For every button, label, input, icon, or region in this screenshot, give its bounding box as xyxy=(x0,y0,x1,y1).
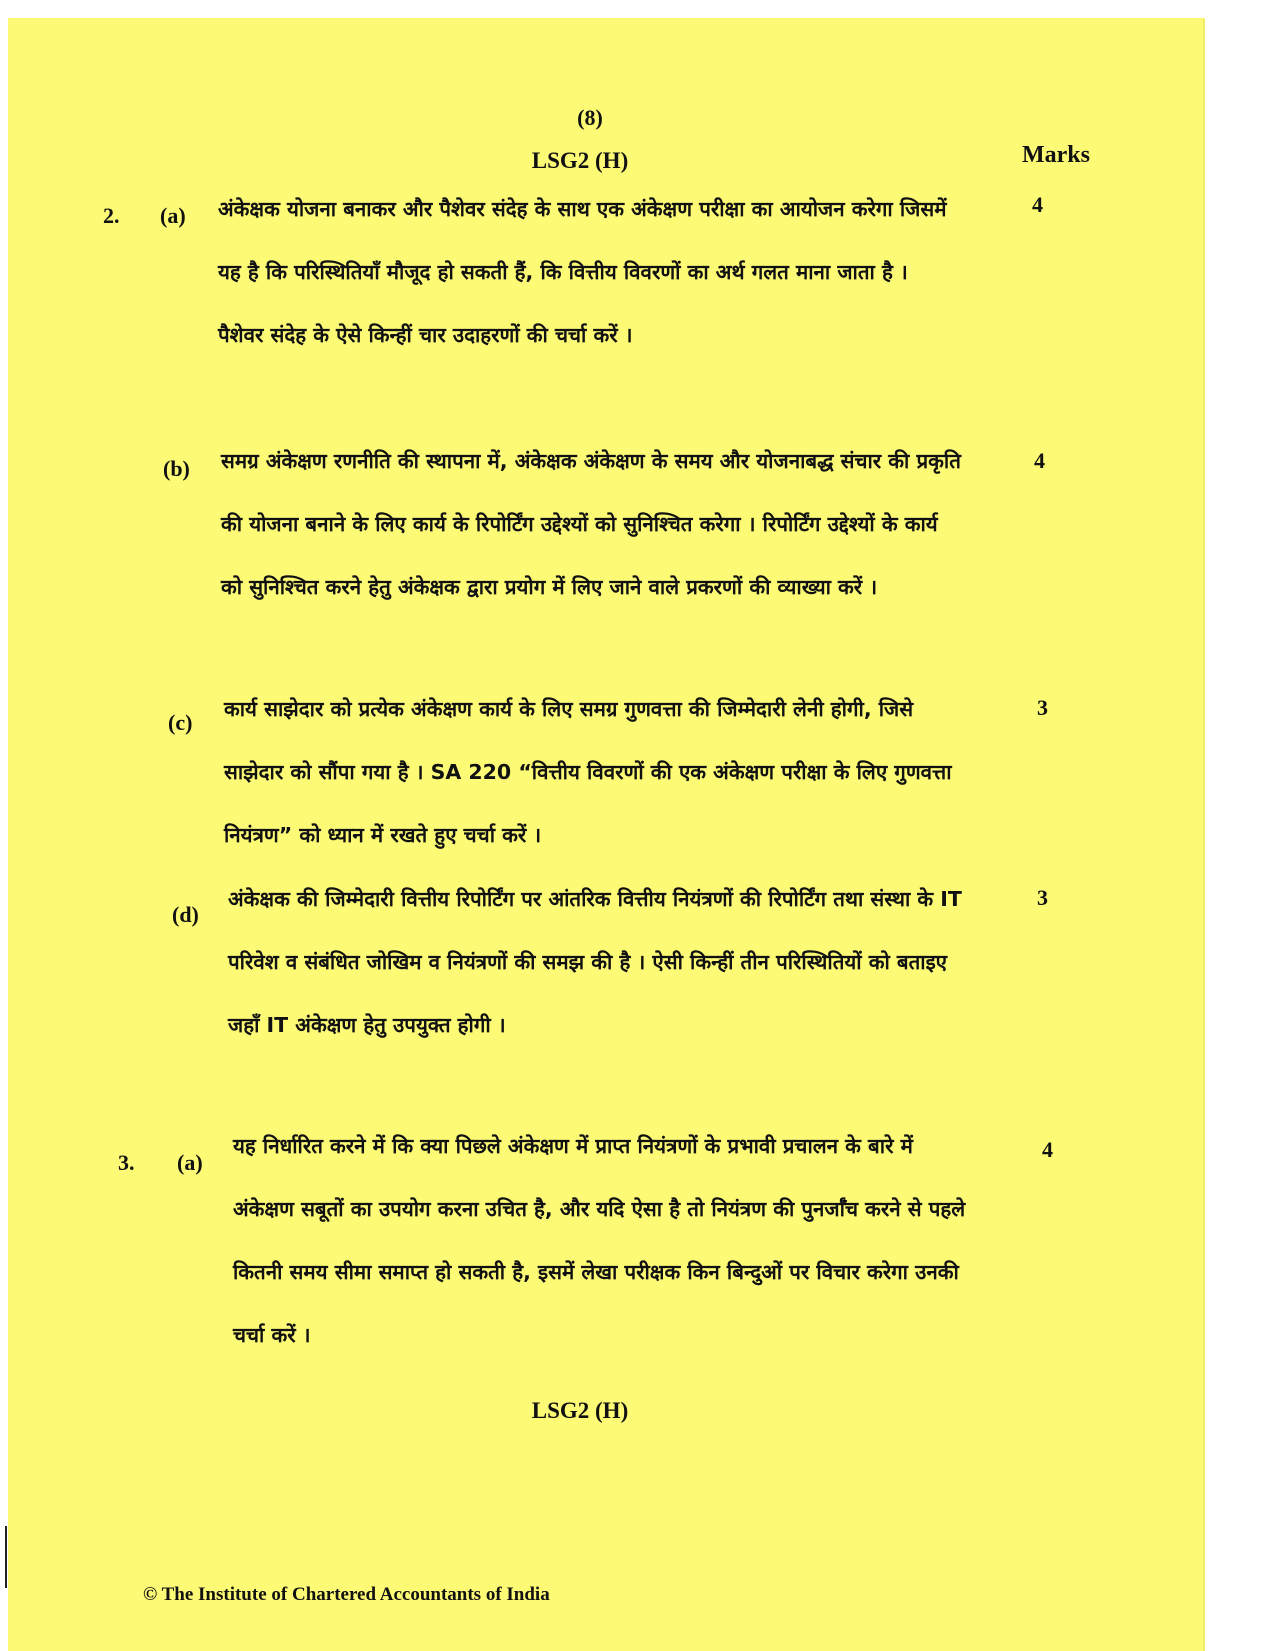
page-number: (8) xyxy=(577,105,603,130)
marks-column-heading: Marks xyxy=(1022,142,1090,168)
question-number: 3. xyxy=(118,1150,135,1175)
marks-value: 3 xyxy=(1037,885,1048,910)
part-label: (d) xyxy=(172,902,199,927)
part-label: (a) xyxy=(160,203,186,228)
question-number: 2. xyxy=(103,203,120,228)
paper-code-footer: LSG2 (H) xyxy=(531,1398,629,1423)
question-text: अंकेक्षक योजना बनाकर और पैशेवर संदेह के साथ एक अंकेक्षण परीक्षा का आयोजन करेगा जिसमें यह है कि परिस्थितियाँ मौजूद हो सकती हैं, कि वित्तीय विवरणों का अर्थ गलत माना जाता है । पैशेवर संदेह के ऐसे किन्हीं चार उदाहरणों की चर्चा करें । xyxy=(218,197,947,347)
paper-code-header: LSG2 (H) xyxy=(531,148,629,173)
marks-value: 4 xyxy=(1034,448,1045,473)
marks-value: 3 xyxy=(1037,695,1048,720)
margin-mark xyxy=(5,1526,7,1588)
question-text: यह निर्धारित करने में कि क्या पिछले अंकेक्षण में प्राप्त नियंत्रणों के प्रभावी प्रचालन के बारे में अंकेक्षण सबूतों का उपयोग करना उचित है, और यदि ऐसा है तो नियंत्रण की पुनर्जाँच करने से पहले कितनी समय सीमा समाप्त हो सकती है, इसमें लेखा परीक्षक किन बिन्दुओं पर विचार करेगा उनकी चर्चा करें । xyxy=(233,1134,966,1347)
part-label: (a) xyxy=(177,1150,203,1175)
question-text: समग्र अंकेक्षण रणनीति की स्थापना में, अंकेक्षक अंकेक्षण के समय और योजनाबद्ध संचार की प्रकृति की योजना बनाने के लिए कार्य के रिपोर्टिंग उद्देश्यों को सुनिश्चित करेगा । रिपोर्टिंग उद्देश्यों के कार्य को सुनिश्चित करने हेतु अंकेक्षक द्वारा प्रयोग में लिए जाने वाले प्रकरणों की व्याख्या करें । xyxy=(221,449,961,599)
copyright-notice: © The Institute of Chartered Accountants of India xyxy=(143,1584,550,1605)
question-text: अंकेक्षक की जिम्मेदारी वित्तीय रिपोर्टिंग पर आंतरिक वित्तीय नियंत्रणों की रिपोर्टिंग तथा संस्था के IT परिवेश व संबंधित जोखिम व नियंत्रणों की समझ की है । ऐसी किन्हीं तीन परिस्थितियों को बताइए जहाँ IT अंकेक्षण हेतु उपयुक्त होगी । xyxy=(228,887,962,1037)
question-text: कार्य साझेदार को प्रत्येक अंकेक्षण कार्य के लिए समग्र गुणवत्ता की जिम्मेदारी लेनी होगी, जिसे साझेदार को सौंपा गया है । SA 220 “वित्तीय विवरणों की एक अंकेक्षण परीक्षा के लिए गुणवत्ता नियंत्रण” को ध्यान में रखते हुए चर्चा करें । xyxy=(224,697,952,847)
marks-value: 4 xyxy=(1032,192,1043,217)
part-label: (b) xyxy=(163,456,190,481)
marks-value: 4 xyxy=(1042,1137,1053,1162)
part-label: (c) xyxy=(168,710,193,735)
